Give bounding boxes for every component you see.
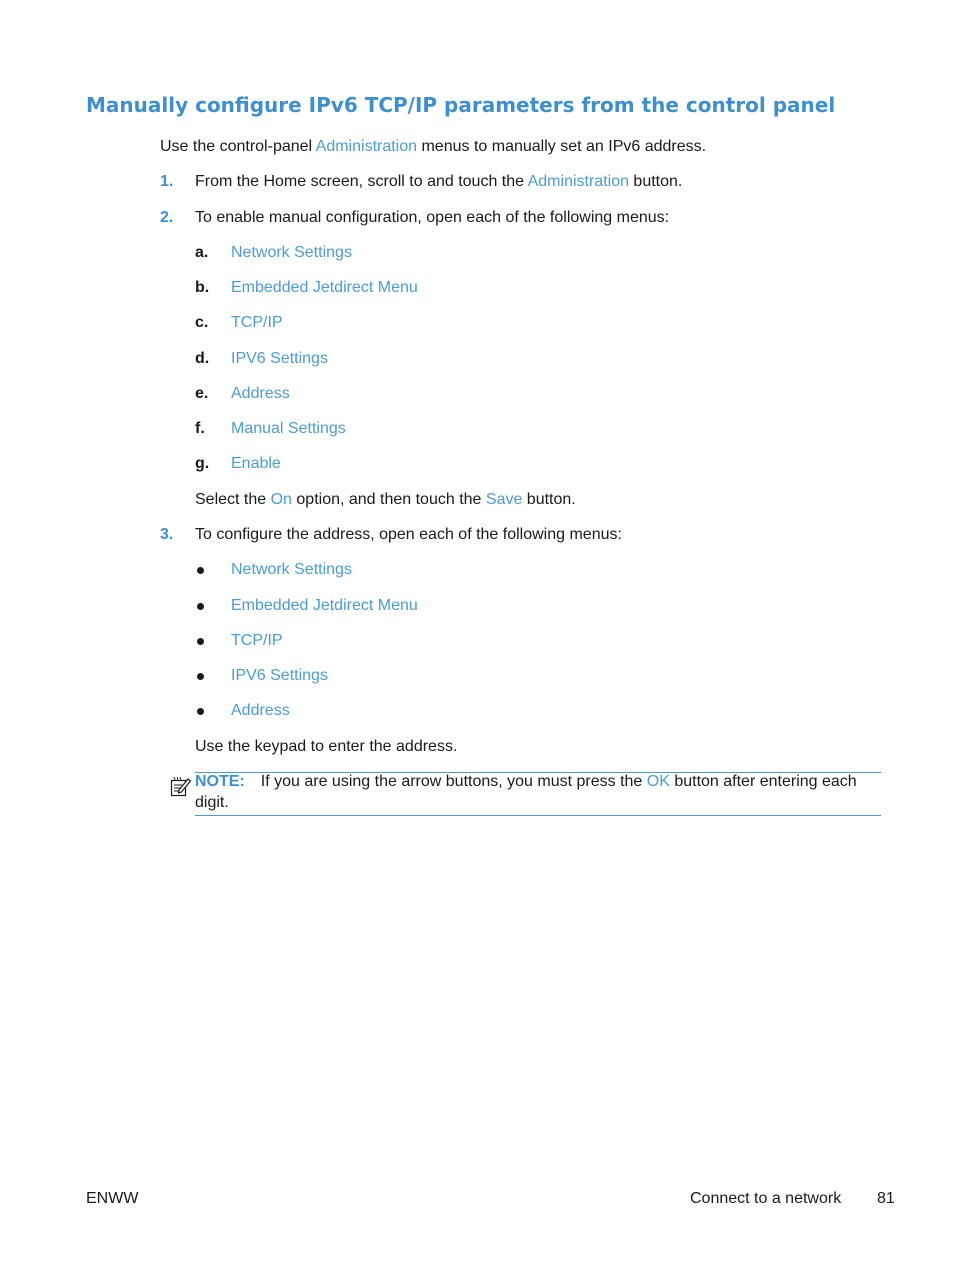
- menu-item-network-settings[interactable]: Network Settings: [231, 244, 352, 261]
- step-1-text: [195, 172, 682, 192]
- menu-item-ipv6-settings[interactable]: IPV6 Settings: [231, 667, 328, 684]
- step-2-text: To enable manual configuration, open each of the following menus:: [195, 209, 670, 226]
- page-number: 81: [877, 1190, 895, 1207]
- page-title: Manually configure IPv6 TCP/IP parameters from the control panel: [86, 93, 836, 117]
- menu-item-tcp-ip[interactable]: TCP/IP: [231, 632, 283, 649]
- bullet-icon: [197, 708, 204, 715]
- on-option-link[interactable]: On: [270, 491, 292, 508]
- substep-letter: d.: [195, 350, 210, 367]
- intro-text-after: menus to manually set an IPv6 address.: [417, 138, 707, 155]
- administration-link[interactable]: Administration: [315, 138, 418, 155]
- menu-item-tcp-ip[interactable]: TCP/IP: [231, 314, 283, 331]
- administration-link[interactable]: Administration: [527, 173, 629, 190]
- substep-letter: b.: [195, 279, 210, 296]
- intro-paragraph: [160, 137, 706, 157]
- menu-item-address[interactable]: Address: [231, 385, 290, 402]
- intro-text-before: Use the control-panel: [160, 138, 316, 155]
- step-3-text: To configure the address, open each of the following menus:: [195, 526, 622, 543]
- substep-letter: e.: [195, 385, 209, 402]
- menu-item-enable[interactable]: Enable: [231, 455, 281, 472]
- followup-text: option, and then touch the: [291, 491, 486, 508]
- note-line-2: digit.: [195, 794, 229, 811]
- step-2-followup: [195, 490, 576, 510]
- menu-item-address[interactable]: Address: [231, 702, 290, 719]
- note-label: NOTE:: [195, 773, 245, 790]
- bullet-icon: [197, 567, 204, 574]
- menu-item-embedded-jetdirect[interactable]: Embedded Jetdirect Menu: [231, 279, 418, 296]
- footer-doc-code: ENWW: [86, 1190, 139, 1207]
- substep-letter: c.: [195, 314, 209, 331]
- menu-item-manual-settings[interactable]: Manual Settings: [231, 420, 346, 437]
- footer-section: Connect to a network: [690, 1190, 842, 1207]
- substep-letter: f.: [195, 420, 205, 437]
- step-number: 1.: [160, 173, 174, 190]
- menu-item-network-settings[interactable]: Network Settings: [231, 561, 352, 578]
- step-3-followup: Use the keypad to enter the address.: [195, 738, 458, 755]
- bullet-icon: [197, 603, 204, 610]
- step-number: 3.: [160, 526, 174, 543]
- step-1-before: From the Home screen, scroll to and touch the: [195, 173, 528, 190]
- bullet-icon: [197, 638, 204, 645]
- menu-item-ipv6-settings[interactable]: IPV6 Settings: [231, 350, 328, 367]
- followup-text: Select the: [195, 491, 271, 508]
- step-1-after: button.: [628, 173, 683, 190]
- followup-text: button.: [522, 491, 576, 508]
- menu-item-embedded-jetdirect[interactable]: Embedded Jetdirect Menu: [231, 597, 418, 614]
- note-text: If you are using the arrow buttons, you must press the: [260, 773, 647, 790]
- substep-letter: a.: [195, 244, 209, 261]
- substep-letter: g.: [195, 455, 210, 472]
- note-text: button after entering each: [669, 773, 857, 790]
- bullet-icon: [197, 673, 204, 680]
- note-pencil-icon: [170, 776, 192, 798]
- save-button-link[interactable]: Save: [485, 491, 523, 508]
- step-number: 2.: [160, 209, 174, 226]
- ok-button-link[interactable]: OK: [646, 773, 670, 790]
- note-line-1: [195, 772, 857, 792]
